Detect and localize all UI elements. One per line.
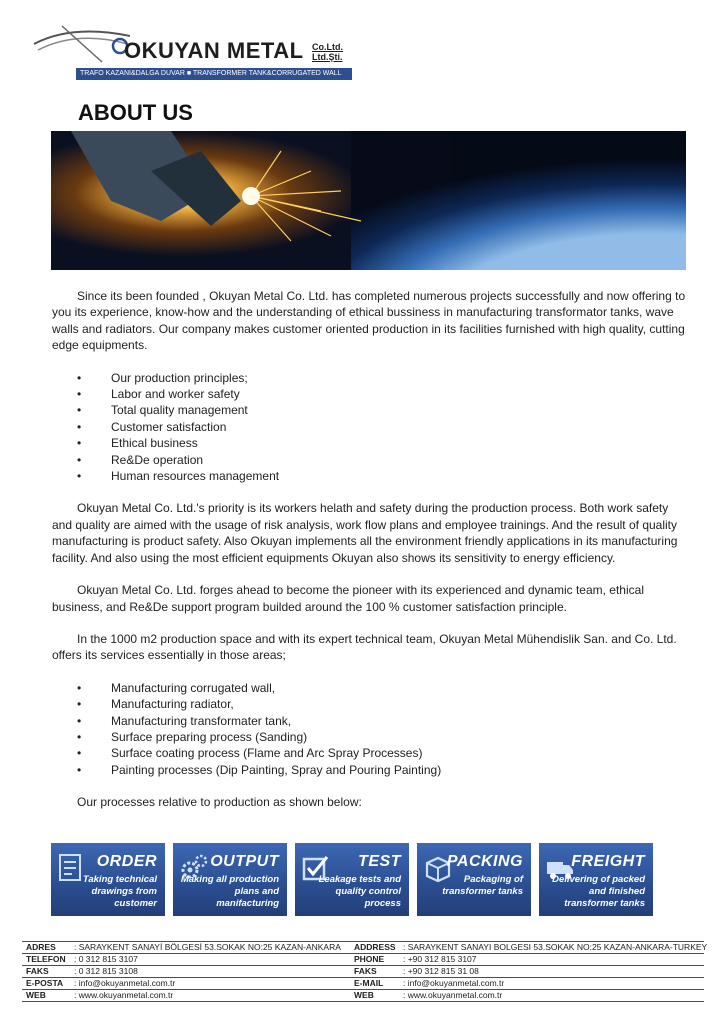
- processes-intro: Our processes relative to production as shown below:: [77, 795, 362, 810]
- page-title: ABOUT US: [78, 100, 193, 125]
- company-suffix-1: Co.Ltd.: [312, 42, 343, 52]
- step-description: Leakage tests and quality control process: [318, 874, 401, 909]
- logo-swoosh-icon: [32, 22, 132, 72]
- step-title: OUTPUT: [210, 853, 279, 870]
- safety-paragraph: Okuyan Metal Co. Ltd.'s priority is its workers helath and safety during the production process. Both work safety and quality are aimed with the usage of risk analysis, work flow plans and employee trainings. And the result of quality manufacturing is product safety. Also Okuyan implements all the environment friendly applications in its manufacturing facility. And also using the most efficient equipments Okuyan also shows its sensitivity to energy efficiency.: [52, 501, 678, 565]
- list-item: • Ethical business: [77, 436, 198, 451]
- footer-row: TELEFON : 0 312 815 3107 PHONE : +90 312 815 3107: [22, 954, 704, 966]
- step-description: Making all production plans and manifacturing: [180, 874, 279, 909]
- services-paragraph: In the 1000 m2 production space and with its expert technical team, Okuyan Metal Mühendislik San. and Co. Ltd. offers its services essentially in those areas;: [52, 631, 677, 663]
- list-item: • Manufacturing transformater tank,: [77, 713, 292, 728]
- list-item: • Re&De operation: [77, 452, 204, 467]
- step-title: PACKING: [446, 853, 523, 870]
- list-item: • Painting processes (Dip Painting, Spray and Pouring Painting): [77, 762, 442, 777]
- list-item: • Manufacturing corrugated wall,: [77, 680, 276, 695]
- services-list: [52, 680, 686, 778]
- list-item: • Total quality management: [77, 403, 248, 418]
- list-item: • Customer satisfaction: [77, 419, 227, 434]
- intro-paragraph: Since its been founded , Okuyan Metal Co. Ltd. has completed numerous projects successfully and now offering to you its experience, know-how and the understanding of ethical bussiness in manufacturing transformator tanks, wave walls and radiators. Our company makes customer oriented production in its facilities furnished with high quality, cutting edge equipments.: [52, 289, 686, 353]
- hero-image: [51, 131, 686, 270]
- principles-list: [52, 370, 686, 485]
- company-suffix-2: Ltd.Şti.: [312, 52, 343, 62]
- welding-image-icon: [51, 131, 686, 270]
- step-test: [295, 843, 409, 916]
- list-item: • Surface coating process (Flame and Arc Spray Processes): [77, 746, 423, 761]
- company-name: OKUYAN METAL: [124, 38, 304, 63]
- process-steps: [51, 843, 660, 916]
- footer-row: WEB : www.okuyanmetal.com.tr WEB : www.okuyanmetal.com.tr: [22, 990, 704, 1002]
- company-tagline: TRAFO KAZANI&DALGA DUVAR ■ TRANSFORMER TANK&CORRUGATED WALL: [76, 68, 352, 80]
- pioneer-paragraph: Okuyan Metal Co. Ltd. forges ahead to become the pioneer with its experienced and dynamic team, ethical business, and Re&De support program builded around the 100 % customer satisfaction principle.: [52, 583, 644, 614]
- step-freight: [539, 843, 653, 916]
- footer-row: E-POSTA : info@okuyanmetal.com.tr E-MAIL : info@okuyanmetal.com.tr: [22, 978, 704, 990]
- footer-row: ADRES : SARAYKENT SANAYİ BÖLGESİ 53.SOKAK NO:25 KAZAN-ANKARA ADDRESS : SARAYKENT SANAYI BOLGESI 53.SOKAK NO:25 KAZAN-ANKARA-TURKEY: [22, 942, 704, 954]
- about-content: [52, 288, 686, 811]
- company-logo: [32, 22, 362, 84]
- list-item: • Human resources management: [77, 469, 280, 484]
- step-description: Delivering of packed and finished transformer tanks: [552, 874, 645, 909]
- company-suffix: [312, 42, 343, 62]
- step-output: [173, 843, 287, 916]
- list-item: • Labor and worker safety: [77, 387, 240, 402]
- step-description: Taking technical drawings from customer: [82, 874, 157, 909]
- step-title: ORDER: [96, 853, 157, 870]
- footer-row: FAKS : 0 312 815 3108 FAKS : +90 312 815 31 08: [22, 966, 704, 978]
- list-item: • Surface preparing process (Sanding): [77, 729, 308, 744]
- step-description: Packaging of transformer tanks: [442, 874, 523, 897]
- contact-footer: [22, 941, 708, 1002]
- list-item: • Our production principles;: [77, 370, 248, 385]
- step-order: [51, 843, 165, 916]
- step-packing: [417, 843, 531, 916]
- step-title: TEST: [358, 853, 401, 870]
- step-title: FREIGHT: [571, 853, 645, 870]
- list-item: • Manufacturing radiator,: [77, 697, 234, 712]
